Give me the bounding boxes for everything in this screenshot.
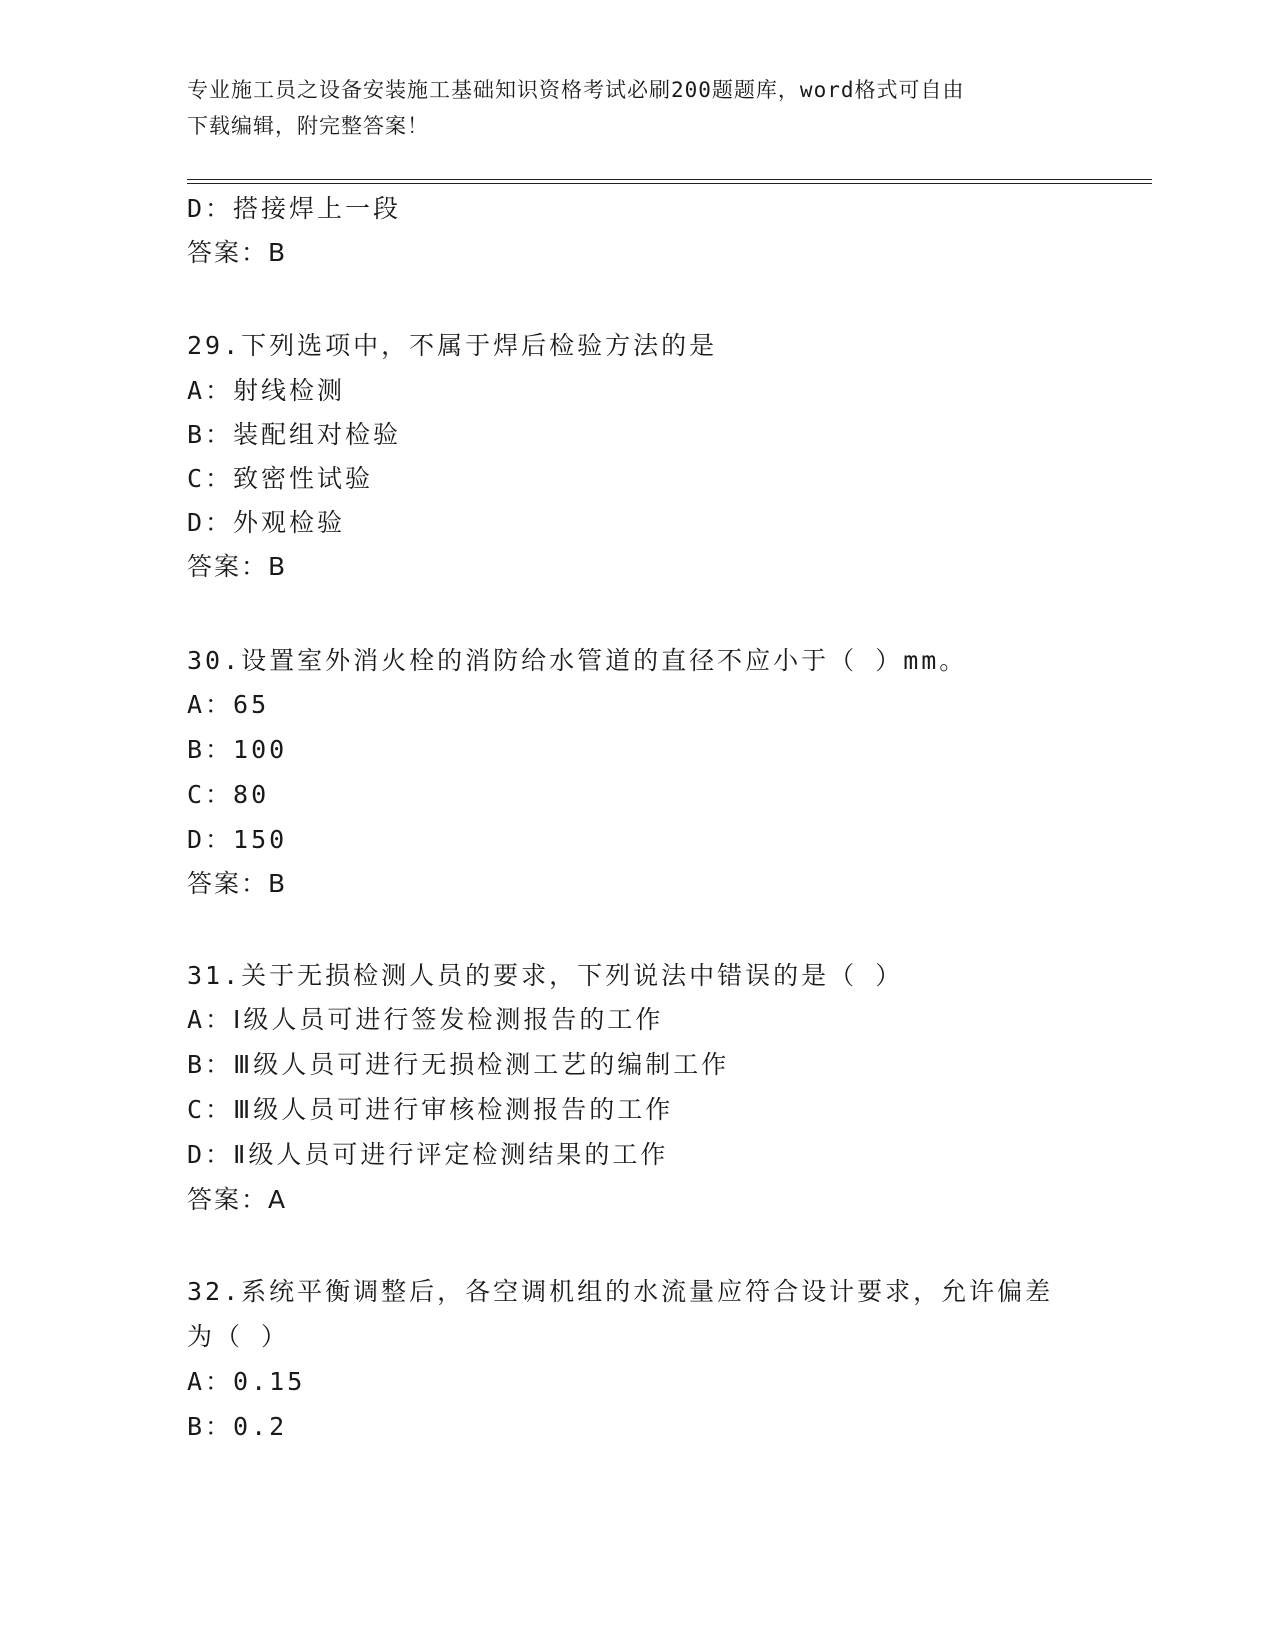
header-line-2: 下载编辑，附完整答案！ [187,114,429,138]
option-a: A：0.15 [187,1367,306,1396]
document-header [187,72,1067,144]
answer: 答案：B [187,238,288,267]
option-c: C：Ⅲ级人员可进行审核检测报告的工作 [187,1095,674,1124]
option-d: D：Ⅱ级人员可进行评定检测结果的工作 [187,1140,669,1169]
answer: 答案：B [187,552,288,581]
answer: 答案：A [187,1185,288,1214]
question-title-continued: 为（ ） [187,1322,290,1351]
option-c: C：80 [187,780,270,809]
option-d: D：150 [187,825,288,854]
option-b: B：装配组对检验 [187,420,402,449]
question-title: 31.关于无损检测人员的要求，下列说法中错误的是（ ） [187,961,904,990]
option-a: A：65 [187,690,270,719]
option-a: A：射线检测 [187,376,346,405]
option-c: C：致密性试验 [187,464,374,493]
option-d: D：搭接焊上一段 [187,194,402,223]
question-title: 29.下列选项中，不属于焊后检验方法的是 [187,331,718,360]
header-divider-top [187,179,1152,180]
question-title: 30.设置室外消火栓的消防给水管道的直径不应小于（ ）mm。 [187,646,968,675]
answer: 答案：B [187,869,288,898]
header-divider-bottom [187,183,1152,184]
option-d: D：外观检验 [187,508,346,537]
option-b: B：100 [187,735,288,764]
option-a: A：Ⅰ级人员可进行签发检测报告的工作 [187,1005,664,1034]
header-line-1: 专业施工员之设备安装施工基础知识资格考试必刷200题题库，word格式可自由 [187,78,965,102]
question-title: 32.系统平衡调整后，各空调机组的水流量应符合设计要求，允许偏差 [187,1277,1054,1306]
option-b: B：Ⅲ级人员可进行无损检测工艺的编制工作 [187,1050,730,1079]
option-b: B：0.2 [187,1412,288,1441]
